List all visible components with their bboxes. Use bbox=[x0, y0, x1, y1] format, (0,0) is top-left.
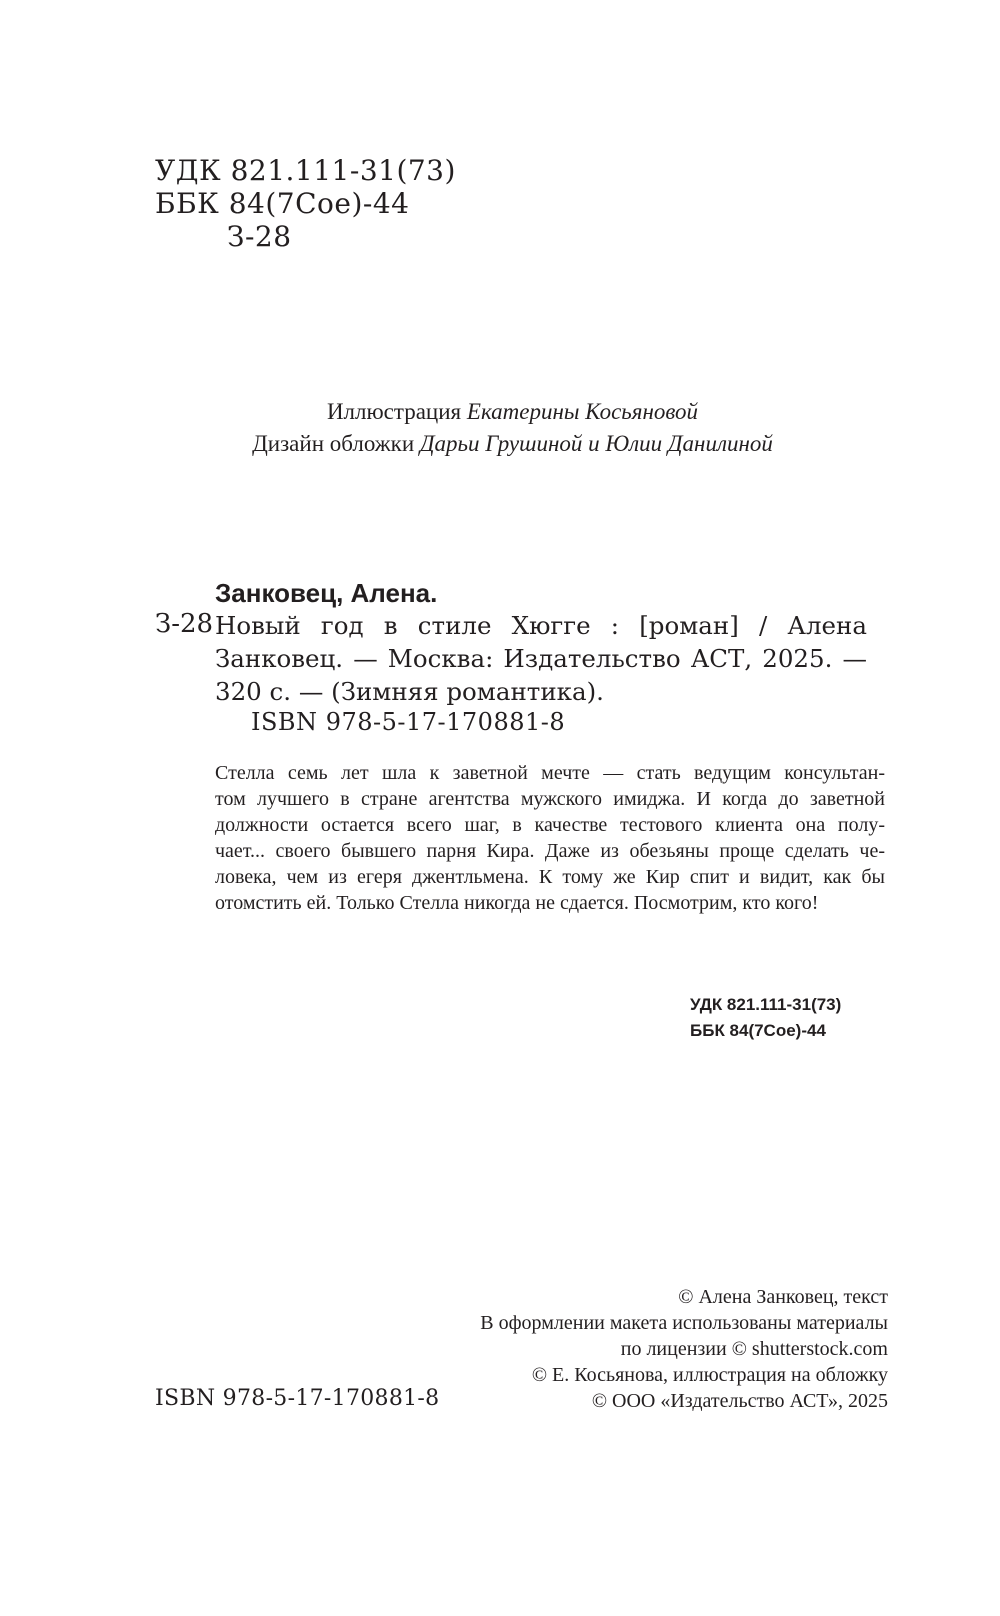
footer-udk-code: УДК 821.111-31(73) bbox=[690, 995, 842, 1014]
record-line: 320 с. — (Зимняя романтика). bbox=[215, 677, 604, 706]
copyright-line: © Алена Занковец, текст bbox=[678, 1286, 888, 1308]
udk-code: УДК 821.111-31(73) bbox=[155, 154, 456, 187]
copyright-line: по лицензии © shutterstock.com bbox=[620, 1338, 888, 1360]
record-line: Новый год в стиле Хюгге : [роман] / Алена bbox=[215, 611, 867, 640]
annotation-line: чает... своего бывшего парня Кира. Даже из обезьяны проще сделать че- bbox=[215, 840, 885, 862]
cover-design-credit: Дизайн обложки Дарьи Грушиной и Юлии Данилиной bbox=[252, 431, 773, 456]
illustration-credit: Иллюстрация Екатерины Косьяновой bbox=[326, 399, 699, 424]
footer-classification-codes bbox=[690, 992, 841, 1044]
author-heading: Занковец, Алена. bbox=[215, 578, 438, 608]
record-description bbox=[215, 609, 867, 708]
author-sign: З-28 bbox=[227, 220, 292, 253]
copyright-block bbox=[480, 1284, 888, 1414]
annotation-line: Стелла семь лет шла к заветной мечте — стать ведущим консультан- bbox=[215, 762, 885, 784]
credits bbox=[0, 396, 1000, 460]
bbk-code: ББК 84(7Сое)-44 bbox=[155, 187, 410, 220]
annotation bbox=[215, 760, 885, 916]
annotation-line: том лучшего в стране агентства мужского имиджа. И когда до заветной bbox=[215, 788, 885, 810]
annotation-line: должности остается всего шаг, в качестве тестового клиента она полу- bbox=[215, 814, 885, 836]
copyright-line: © ООО «Издательство АСТ», 2025 bbox=[591, 1390, 888, 1412]
copyright-line: © Е. Косьянова, иллюстрация на обложку bbox=[531, 1364, 888, 1386]
copyright-line: В оформлении макета использованы материалы bbox=[480, 1312, 888, 1334]
record-line: Занковец. — Москва: Издательство АСТ, 2025. — bbox=[215, 644, 867, 673]
isbn-bottom: ISBN 978-5-17-170881-8 bbox=[155, 1386, 440, 1411]
annotation-line: отомстить ей. Только Стелла никогда не сдается. Посмотрим, кто кого! bbox=[215, 892, 819, 914]
classification-codes bbox=[155, 154, 456, 253]
record-author-sign: З-28 bbox=[155, 609, 214, 639]
annotation-line: ловека, чем из егеря джентльмена. К тому же Кир спит и видит, как бы bbox=[215, 866, 885, 888]
footer-bbk-code: ББК 84(7Сое)-44 bbox=[690, 1021, 826, 1040]
record-isbn: ISBN 978-5-17-170881-8 bbox=[251, 708, 566, 736]
